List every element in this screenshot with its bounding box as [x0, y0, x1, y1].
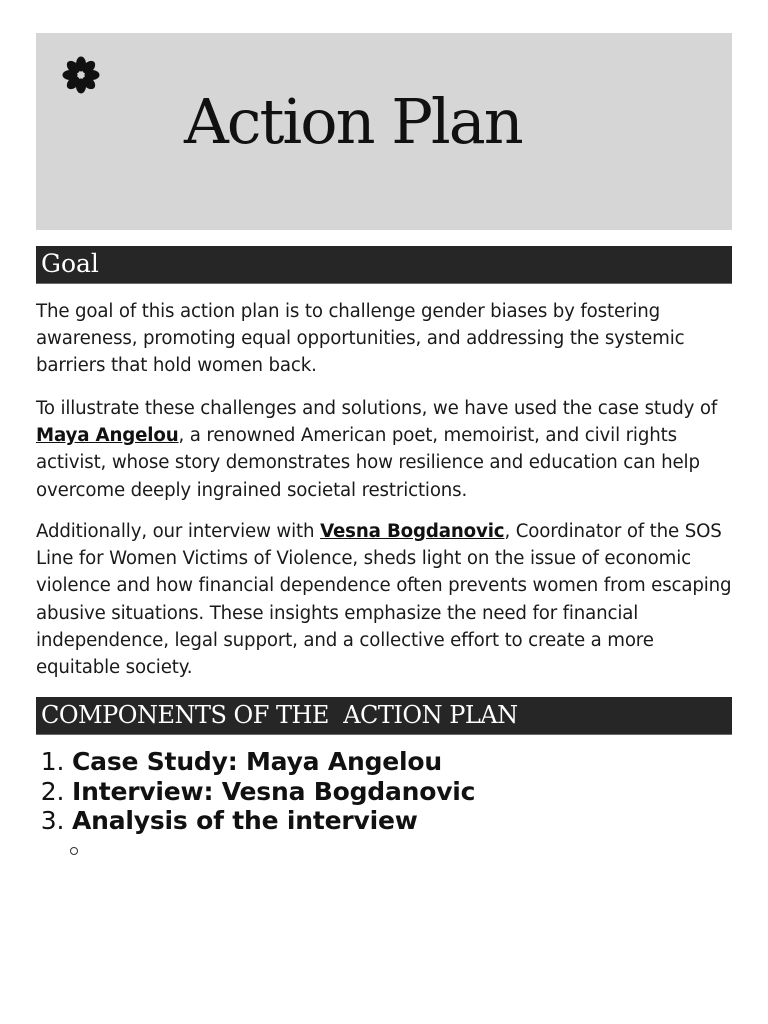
- component-case-study: Case Study: Maya Angelou: [72, 747, 442, 776]
- paragraph-3-intro: Additionally, our interview with: [36, 521, 321, 542]
- header-banner: [36, 33, 732, 230]
- maya-angelou-name: Maya Angelou: [36, 425, 179, 447]
- flower-icon: [61, 55, 101, 95]
- components-heading: COMPONENTS OF THE ACTION PLAN: [41, 701, 518, 729]
- goal-paragraph-3: [36, 518, 734, 681]
- component-interview: Interview: Vesna Bogdanovic: [72, 776, 476, 806]
- empty-sub-bullet-icon: [70, 847, 78, 855]
- vesna-bogdanovic-name: Vesna Bogdanovic: [320, 521, 505, 542]
- goal-section-bar: [36, 246, 732, 284]
- components-list: [36, 747, 762, 836]
- list-item: [72, 806, 762, 836]
- page-title: Action Plan: [184, 85, 522, 158]
- list-item: [72, 777, 762, 807]
- goal-paragraph-1: The goal of this action plan is to challenge gender biases by fostering awareness, promoting equal opportunities, and addressing the systemic barriers that hold women back.: [36, 301, 685, 377]
- component-analysis: Analysis of the interview: [72, 806, 418, 835]
- components-section-bar: [36, 697, 732, 735]
- goal-paragraph-2: [36, 395, 734, 504]
- goal-heading: Goal: [41, 249, 99, 278]
- list-item: [72, 747, 762, 777]
- paragraph-2-intro: To illustrate these challenges and solutions, we have used the case study of: [36, 398, 718, 419]
- paragraph-2-rest: , a renowned American poet, memoirist, and civil rights activist, whose story demonstrates how resilience and education can help overcome deeply ingrained societal restrictions.: [36, 425, 700, 501]
- paragraph-3-rest: , Coordinator of the SOS Line for Women Victims of Violence, sheds light on the issue of economic violence and how financial dependence often prevents women from escaping abusive situations. These insights emphasize the need for financial independence, legal support, and a collective effort to create a more equitable society.: [36, 521, 732, 679]
